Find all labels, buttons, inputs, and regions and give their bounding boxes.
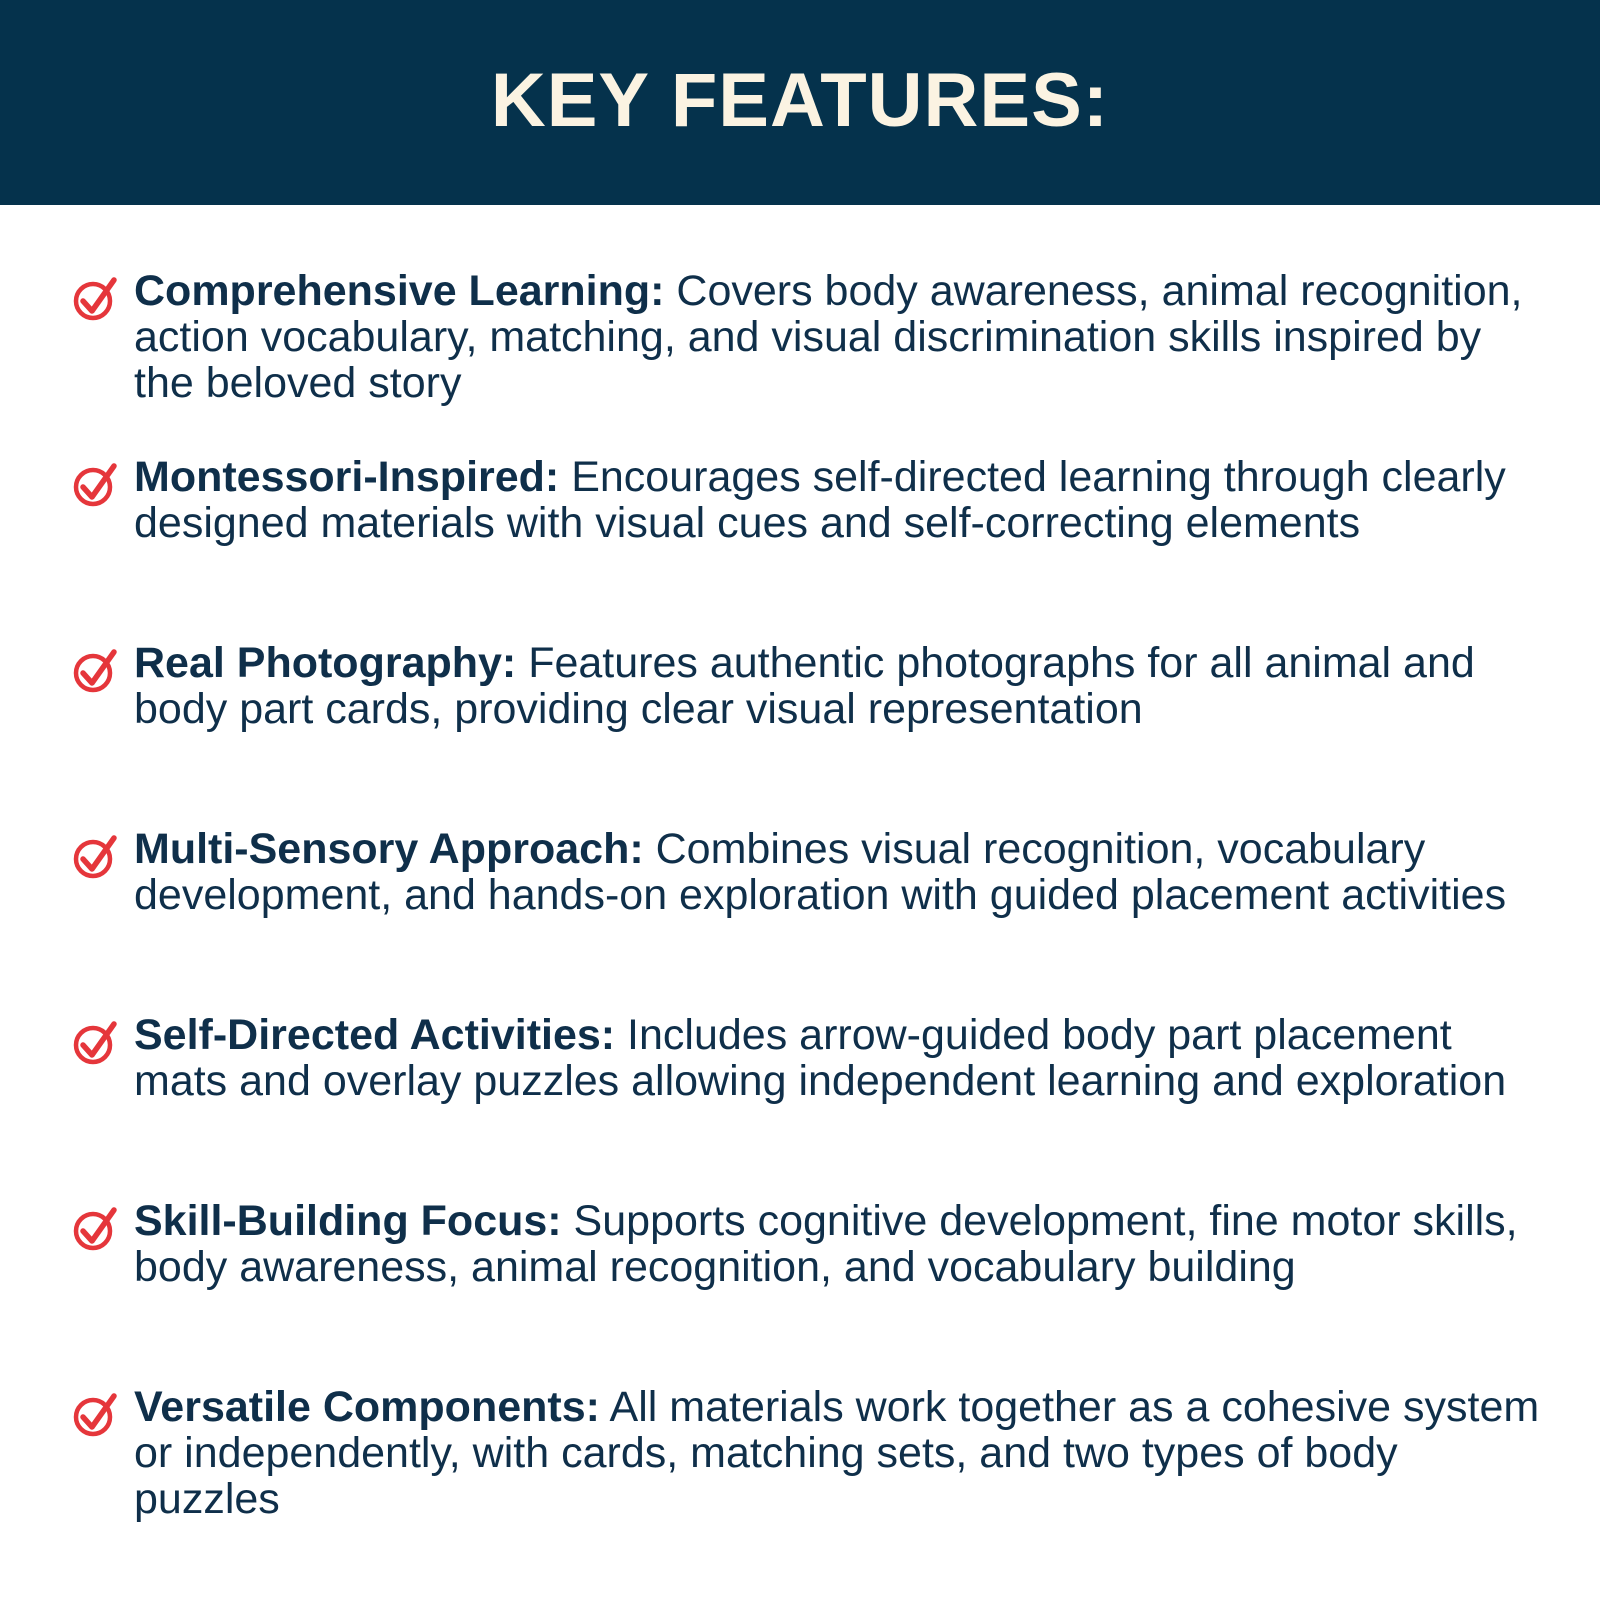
- check-circle-icon: [72, 1390, 120, 1438]
- check-circle-icon: [72, 460, 120, 508]
- feature-text: [134, 640, 1542, 732]
- feature-list: [72, 268, 1542, 1570]
- feature-description: Supports cognitive development, fine motor skills, body awareness, animal recognition, and vocabulary building: [134, 1197, 1518, 1291]
- feature-label: Montessori-Inspired:: [134, 453, 560, 501]
- check-circle-icon: [72, 1204, 120, 1252]
- feature-label: Real Photography:: [134, 639, 517, 687]
- feature-item: [72, 1198, 1542, 1384]
- feature-text: [134, 268, 1542, 406]
- feature-description: Combines visual recognition, vocabulary development, and hands-on exploration with guided placement activities: [134, 825, 1507, 919]
- feature-item: [72, 826, 1542, 1012]
- header-banner: [0, 0, 1600, 205]
- page-title: KEY FEATURES:: [490, 58, 1110, 143]
- feature-text: [134, 1384, 1542, 1522]
- check-circle-icon: [72, 1018, 120, 1066]
- feature-label: Self-Directed Activities:: [134, 1011, 616, 1059]
- feature-item: [72, 454, 1542, 640]
- feature-item: [72, 1384, 1542, 1570]
- feature-label: Skill-Building Focus:: [134, 1197, 562, 1245]
- feature-label: Comprehensive Learning:: [134, 267, 665, 315]
- check-circle-icon: [72, 646, 120, 694]
- feature-text: [134, 1012, 1542, 1104]
- feature-label: Multi-Sensory Approach:: [134, 825, 644, 873]
- feature-description: Includes arrow-guided body part placement mats and overlay puzzles allowing independent learning and exploration: [134, 1011, 1507, 1105]
- feature-description: Features authentic photographs for all animal and body part cards, providing clear visual representation: [134, 639, 1475, 733]
- feature-text: [134, 454, 1542, 546]
- feature-text: [134, 826, 1542, 918]
- feature-description: All materials work together as a cohesive system or independently, with cards, matching sets, and two types of body puzzles: [134, 1383, 1540, 1523]
- feature-item: [72, 268, 1542, 454]
- feature-text: [134, 1198, 1542, 1290]
- check-circle-icon: [72, 832, 120, 880]
- check-circle-icon: [72, 274, 120, 322]
- feature-description: Covers body awareness, animal recognition, action vocabulary, matching, and visual discrimination skills inspired by the beloved story: [134, 267, 1523, 407]
- feature-description: Encourages self-directed learning through clearly designed materials with visual cues and self-correcting elements: [134, 453, 1506, 547]
- feature-item: [72, 1012, 1542, 1198]
- feature-label: Versatile Components:: [134, 1383, 600, 1431]
- feature-item: [72, 640, 1542, 826]
